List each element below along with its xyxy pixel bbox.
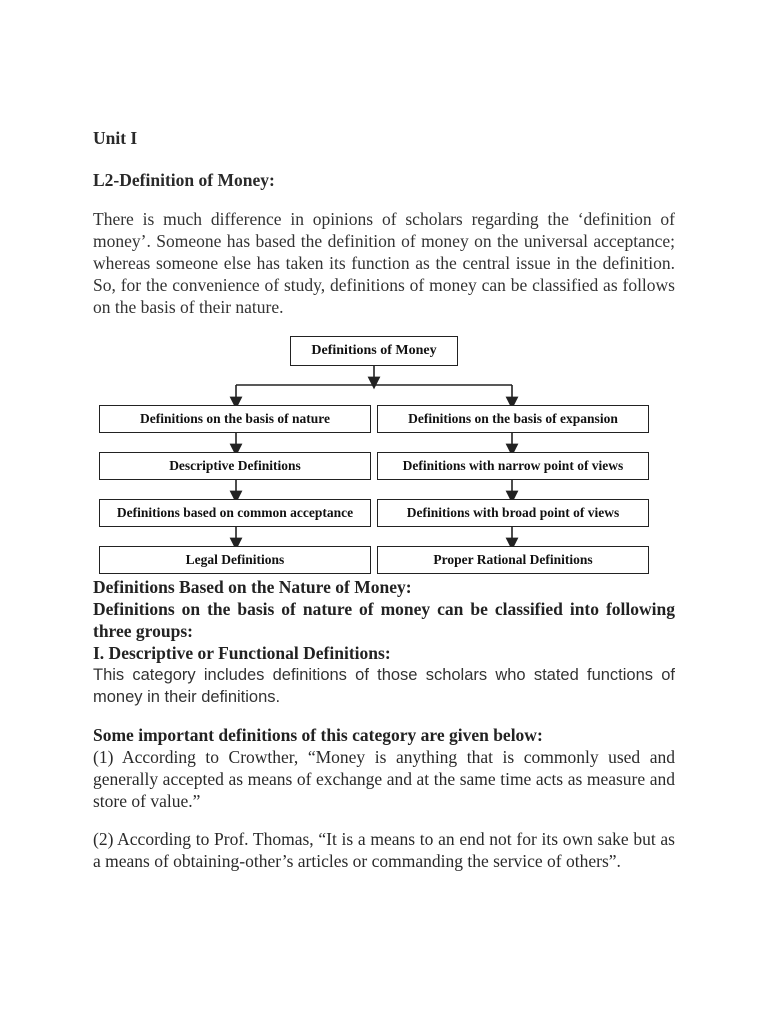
section-subheading: Definitions on the basis of nature of money can be classified into following three groups: [93,599,675,641]
classification-diagram [98,334,650,578]
diagram-left-item-box: Descriptive Definitions [99,452,371,480]
definition-item: (2) According to Prof. Thomas, “It is a means to an end not for its own sake but as a means of obtaining-other’s articles or commanding the service of others”. [93,829,675,871]
diagram-right-title-box: Definitions on the basis of expansion [377,405,649,433]
lecture-title: L2-Definition of Money: [93,170,275,190]
section-heading: Definitions Based on the Nature of Money: [93,577,412,597]
diagram-right-item-box: Definitions with broad point of views [377,499,649,527]
diagram-left-title-box: Definitions on the basis of nature [99,405,371,433]
nature-section [93,576,675,872]
diagram-root-box: Definitions of Money [290,336,458,366]
group-title: I. Descriptive or Functional Definitions: [93,643,391,663]
unit-heading: Unit I [93,128,138,148]
diagram-right-item-box: Definitions with narrow point of views [377,452,649,480]
diagram-right-item-box: Proper Rational Definitions [377,546,649,574]
definition-item: (1) According to Crowther, “Money is anything that is commonly used and generally accepted as means of exchange and at the same time acts as measure and store of value.” [93,747,675,811]
group-description: This category includes definitions of those scholars who stated functions of money in their definitions. [93,666,675,706]
diagram-left-item-box: Definitions based on common acceptance [99,499,371,527]
diagram-left-item-box: Legal Definitions [99,546,371,574]
intro-paragraph: There is much difference in opinions of scholars regarding the ‘definition of money’. Someone has based the definition of money on the universal acceptance; whereas someone else has taken its function as the central issue in the definition. So, for the convenience of study, definitions of money can be classified as follows on the basis of their nature. [93,209,675,317]
list-heading: Some important definitions of this category are given below: [93,725,543,745]
